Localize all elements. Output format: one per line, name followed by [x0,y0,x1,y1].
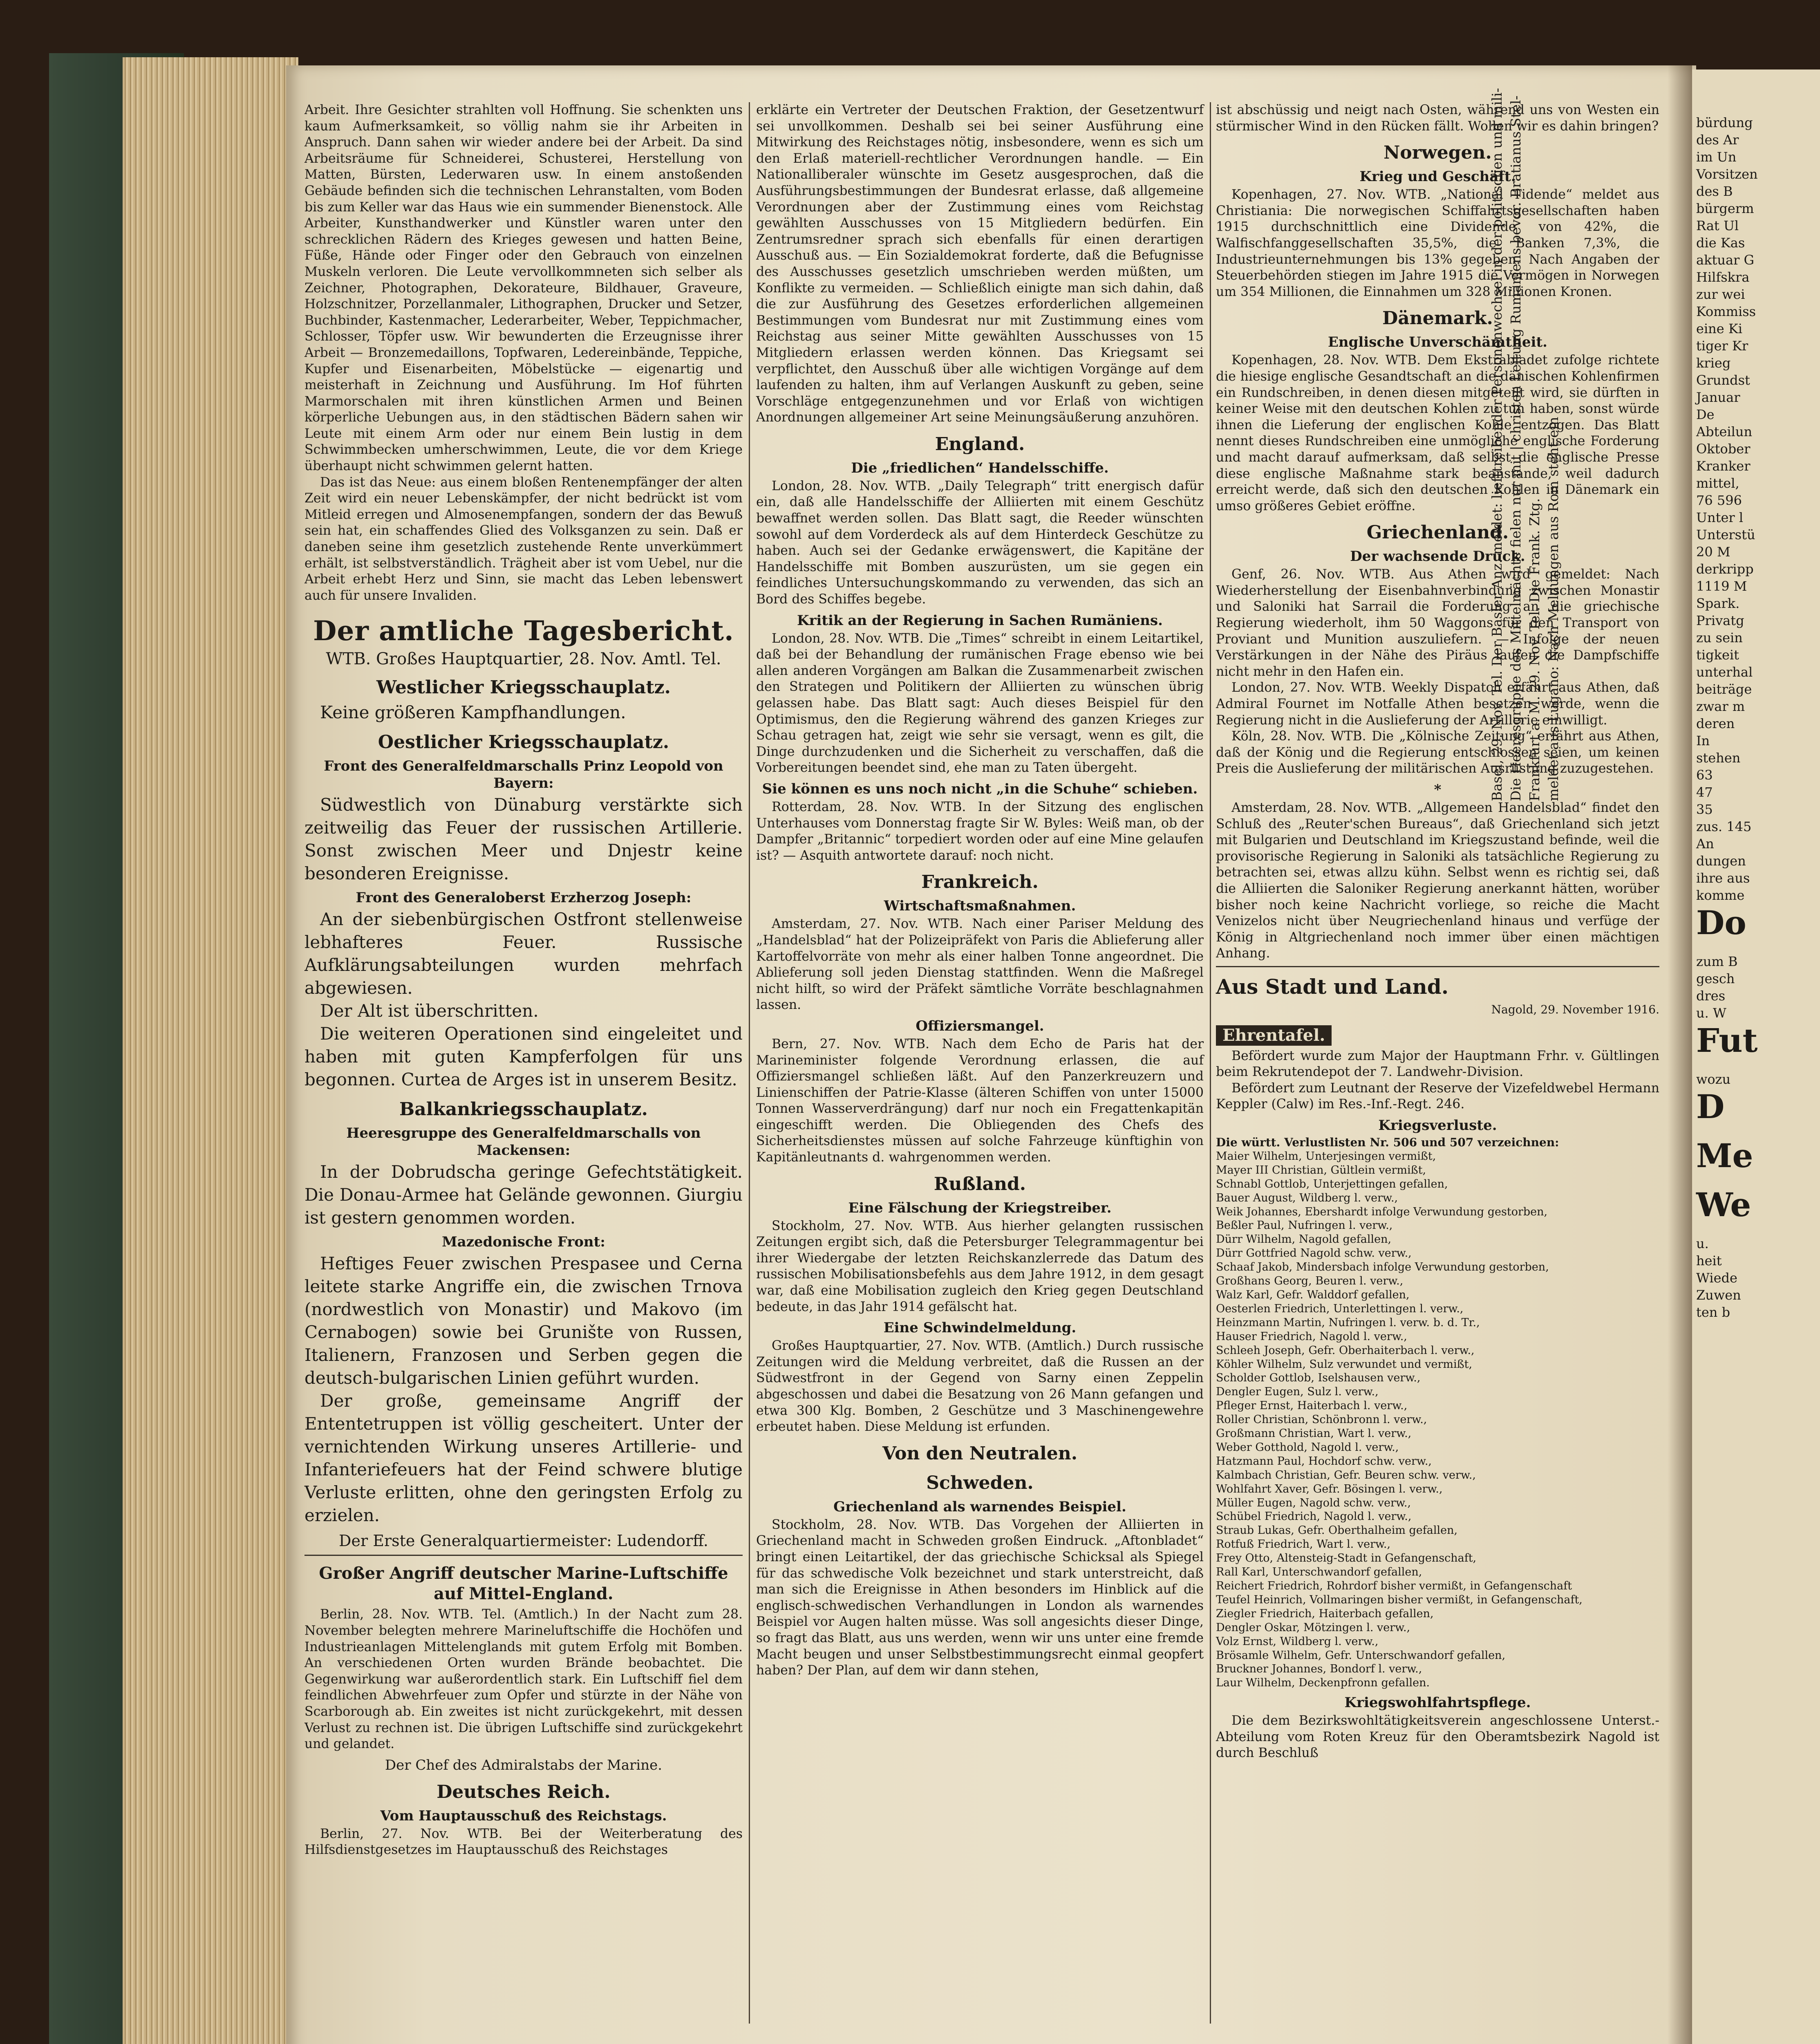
facing-page-line: ten b [1696,1304,1730,1320]
paragraph: Berlin, 27. Nov. WTB. Bei der Weiterberatung des Hilfsdienstgesetzes im Hauptausschuß des Reichstages [304,1826,743,1858]
facing-page-line: Oktober [1696,441,1751,457]
list-item: Teufel Heinrich, Vollmaringen bisher vermißt, in Gefangenschaft, [1216,1593,1583,1606]
list-item: Frey Otto, Altensteig-Stadt in Gefangenschaft, [1216,1552,1477,1565]
section-heading: Westlicher Kriegsschauplatz. [376,677,671,698]
list-item: Müller Eugen, Nagold schw. verw., [1216,1496,1411,1509]
subheading: Krieg und Geschäft. [1359,168,1516,185]
facing-page-line: Fut [1696,1021,1758,1060]
report-text: Die weiteren Operationen sind eingeleitet und haben mit guten Kampferfolgen für uns begonnen. Curtea de Arges ist in unserem Besitz. [304,1024,743,1090]
facing-page-line: ihre aus [1696,870,1750,886]
list-item: Dürr Gottfried Nagold schw. verw., [1216,1247,1412,1260]
facing-page-line: Wiede [1696,1270,1737,1286]
report-text: Südwestlich von Dünaburg verstärkte sich zeitweilig das Feuer der russischen Artillerie. Sonst zwischen Meer und Dnjestr keine besonderen Ereignisse. [304,795,743,884]
subheading: Sie können es uns noch nicht „in die Schuhe“ schieben. [762,780,1198,797]
facing-page-line: Kranker [1696,458,1751,474]
subheading: Griechenland als warnendes Beispiel. [833,1498,1126,1515]
report-text: Der Alt ist überschritten. [320,1001,539,1021]
facing-page-line: tiger Kr [1696,338,1748,354]
paragraph: Köln, 28. Nov. WTB. Die „Kölnische Zeitung“ erfährt aus Athen, daß der König und die Regierung entschlossen seien, um keinen Preis die Auslieferung der militärischen Ausrüstung zuzugestehen. [1216,729,1659,776]
list-item: Maier Wilhelm, Unterjesingen vermißt, [1216,1150,1436,1163]
paragraph: Rotterdam, 28. Nov. WTB. In der Sitzung des englischen Unterhauses vom Donnerstag fragte Sir W. Byles: Weiß man, ob der Dampfer „Britannic“ torpediert worden oder auf eine Mine gelaufen ist? — Asquith antwortete darauf: noch nicht. [756,799,1204,863]
signature: Der Chef des Admiralstabs der Marine. [385,1757,663,1773]
facing-page-line: zwar m [1696,699,1745,714]
country-heading: Rußland. [934,1173,1026,1195]
facing-page-line: krieg [1696,355,1731,371]
paragraph: Stockholm, 27. Nov. WTB. Aus hierher gelangten russischen Zeitungen ergibt sich, daß die Petersburger Telegrammagentur bei ihrer Wiedergabe der letzten Reichskanzlerrede das Datum des russischen Mobilisationsbefehls aus dem Jahre 1912, in dem gesagt war, daß eine Mobilisation zugleich den Krieg gegen Deutschland bedeute, in das Jahr 1914 gefälscht hat. [756,1218,1204,1314]
facing-page-line: gesch [1696,971,1735,986]
tagesbericht-title: Der amtliche Tagesbericht. [313,615,734,647]
list-item: Rotfuß Friedrich, Wart l. verw., [1216,1538,1391,1551]
list-item: Weik Johannes, Ebershardt infolge Verwundung gestorben, [1216,1205,1548,1218]
paragraph: Kopenhagen, 28. Nov. WTB. Dem Ekstrabladet zufolge richtete die hiesige englische Gesandtschaft an die dänischen Kohlenfirmen ein Rundschreiben, in denen diesen mitgeteilt wird, sie dürften in keiner Weise mit den deutschen Kohlen zu tun haben, sonst würde ihnen die Lieferung der englischen Kohle entzogen. Das Blatt nennt dieses Rundschreiben eine unmögliche englische Forderung und macht darauf aufmerksam, daß selbst die englische Presse diese englische Maßnahme stark beanstande, weil dadurch erreicht werde, daß sich den deutschen Kohlen in Dänemark ein umso größeres Gebiet eröffne. [1216,353,1659,513]
facing-page-line: 63 [1696,767,1713,783]
facing-page-line: u. W [1696,1005,1726,1021]
list-item: Oesterlen Friedrich, Unterlettingen l. verw., [1216,1302,1464,1315]
list-item: Pfleger Ernst, Haiterbach l. verw., [1216,1399,1408,1412]
list-item: Bauer August, Wildberg l. verw., [1216,1191,1398,1204]
ehrentafel-heading: Ehrentafel. [1216,1025,1332,1046]
facing-page-line: D [1696,1087,1725,1126]
list-item: Brösamle Wilhelm, Gefr. Unterschwandorf gefallen, [1216,1649,1506,1662]
list-item: Ziegler Friedrich, Haiterbach gefallen, [1216,1607,1434,1620]
facing-page-line: Spark. [1696,596,1740,611]
paragraph: Bern, 27. Nov. WTB. Nach dem Echo de Paris hat der Marineminister folgende Verordnung erlassen, die auf Offiziersmangel schließen läßt. Auf den Panzerkreuzern und Linienschiffen der Patrie-Klasse (älteren Schiffen von unter 15000 Tonnen Wasserverdrängung) darf nur noch ein Fregattenkapitän eingeschifft werden. Die Obliegenden des Chefs des Sicherheitsdienstes müssen auf solche Fahrzeuge künftighin von Kapitänleutnants d. wahrgenommen werden. [756,1036,1204,1165]
facing-page-line: Rat Ul [1696,218,1739,233]
facing-page-line: Vorsitzen [1696,166,1758,182]
list-item: Dengler Eugen, Sulz l. verw., [1216,1385,1379,1399]
report-text: Der große, gemeinsame Angriff der Ententetruppen ist völlig gescheitert. Unter der vernichtenden Wirkung unseres Artillerie- und Infanteriefeuers hat der Feind schwere blutige Verluste erlitten, ohne den geringsten Erfolg zu erzielen. [304,1391,743,1526]
column-1 [304,102,743,1858]
subheading: Eine Schwindelmeldung. [883,1320,1077,1336]
list-item: Schnabl Gottlob, Unterjettingen gefallen, [1216,1177,1448,1190]
list-item: Dürr Wilhelm, Nagold gefallen, [1216,1233,1392,1246]
paragraph: Die dem Bezirkswohltätigkeitsverein angeschlossene Unterst.-Abteilung vom Roten Kreuz für den Oberamtsbezirk Nagold ist durch Beschluß [1216,1713,1659,1761]
subheading: Eine Fälschung der Kriegstreiber. [848,1199,1112,1216]
country-heading: Dänemark. [1382,308,1493,329]
list-item: Scholder Gottlob, Iselshausen verw., [1216,1372,1421,1385]
list-item: Walz Karl, Gefr. Walddorf gefallen, [1216,1288,1410,1301]
page-edges [123,57,298,2044]
list-item: Großmann Christian, Wart l. verw., [1216,1427,1412,1440]
section-heading: Balkankriegsschauplatz. [399,1099,648,1120]
facing-page-line: Unterstü [1696,527,1755,542]
list-item: Hatzmann Paul, Hochdorf schw. verw., [1216,1455,1432,1468]
losses-intro: Die württ. Verlustlisten Nr. 506 und 507 verzeichnen: [1216,1135,1559,1149]
paragraph: Genf, 26. Nov. WTB. Aus Athen wird gemeldet: Nach Wiederherstellung der Eisenbahnverbindung zwischen Monastir und Saloniki hat Sarrail die Forderung an die griechische Regierung wiederholt, ihm 50 Waggons für den Transport von Proviant und Munition auszuliefern. — Infolge der neuen Verstärkungen in der Nähe des Piräus laufen die Dampfschiffe nicht mehr in den Hafen ein. [1216,567,1659,679]
facing-page-line: Kommiss [1696,304,1756,319]
signature: Der Erste Generalquartiermeister: Ludendorff. [339,1532,708,1550]
paragraph: Berlin, 28. Nov. WTB. Tel. (Amtlich.) In der Nacht zum 28. November belegten mehrere Marineluftschiffe die Hochöfen und Industrieanlagen Mittelenglands mit gutem Erfolg mit Bomben. An verschiedenen Orten wurden Brände beobachtet. Die Gegenwirkung war außerordentlich stark. Ein Luftschiff fiel dem feindlichen Abwehrfeuer zum Opfer und stürzte in der Nähe von Scarborough ab. Ein zweites ist nicht zurückgekehrt, mit dessen Verlust zu rechnen ist. Die übrigen Luftschiffe sind zurückgekehrt und gelandet. [304,1607,743,1752]
section-heading: Oestlicher Kriegsschauplatz. [378,732,669,753]
marine-heading: Großer Angriff deutscher Marine-Luftschiffe auf Mittel-England. [319,1564,728,1604]
facing-page-line: beiträge [1696,681,1752,697]
front-heading: Heeresgruppe des Generalfeldmarschalls von Mackensen: [346,1125,701,1159]
section-heading: Deutsches Reich. [437,1781,611,1802]
list-item: Dengler Oskar, Mötzingen l. verw., [1216,1621,1410,1634]
list-item: Roller Christian, Schönbronn l. verw., [1216,1413,1427,1426]
subheading: Kritik an der Regierung in Sachen Rumäniens. [797,612,1163,629]
country-heading: Frankreich. [921,872,1039,893]
facing-page-line: dres [1696,988,1726,1004]
country-heading: Norwegen. [1383,142,1492,164]
facing-page-line: heit [1696,1253,1722,1269]
facing-page-line: Grundst [1696,372,1750,388]
subheading: Englische Unverschämtheit. [1328,334,1548,351]
front-heading: Front des Generaloberst Erzherzog Joseph: [356,890,692,906]
tagesbericht-dateline: WTB. Großes Hauptquartier, 28. Nov. Amtl. Tel. [326,650,721,669]
report-text: Heftiges Feuer zwischen Prespasee und Cerna leitete starke Angriffe ein, die zwischen Trnova (nordwestlich von Monastir) und Makovo (im Cernabogen) sowie bei Grunište von Russen, Italienern, Franzosen und Serben gegen die deutsch-bulgarischen Linien geführt wurden. [304,1253,743,1388]
facing-page-line: De [1696,407,1715,422]
country-heading: England. [935,433,1025,455]
paragraph: London, 28. Nov. WTB. Die „Times“ schreibt in einem Leitartikel, daß bei der Behandlung der rumänischen Frage ebenso wie bei allen anderen Vorgängen am Balkan die Zusammenarbeit zwischen den Strategen und Politikern der Alliierten zu wünschen übrig gelassen habe. Das Blatt sagt: Auch dieses Beispiel für den Optimismus, den die Regierung während des ganzen Krieges zur Schau getragen hat, zeigt wie sehr sie versagt, wenn es gilt, die Dinge durchzudenken und die Sicherheit zu verschaffen, daß die Vorbereitungen beendet sind, ehe man zu Taten übergeht. [756,631,1204,775]
facing-page-line: zus. 145 [1696,819,1752,834]
list-item: Hauser Friedrich, Nagold l. verw., [1216,1330,1407,1343]
facing-page-line: deren [1696,716,1735,731]
facing-page-fragment [1692,69,1820,2044]
divider [304,1555,743,1556]
facing-page-line: zum B [1696,954,1738,969]
facing-page-line: mittel, [1696,475,1739,491]
facing-page-line: dungen [1696,853,1746,869]
subheading: Wirtschaftsmaßnahmen. [884,898,1076,914]
subheading: Die „friedlichen“ Handelsschiffe. [851,459,1109,476]
paragraph: Großes Hauptquartier, 27. Nov. WTB. (Amtlich.) Durch russische Zeitungen wird die Meldung verbreitet, daß die Russen an der Südwestfront in der Gegend von Sarny einen Zeppelin abgeschossen und dabei die Besatzung von 26 Mann gefangen und etwa 300 Klg. Bomben, 2 Geschütze und 3 Maschinengewehre erbeutet haben. Diese Meldung ist erfunden. [756,1338,1204,1434]
list-item: Mayer III Christian, Gültlein vermißt, [1216,1163,1426,1177]
book-gutter [1668,65,1692,2044]
paragraph: Stockholm, 28. Nov. WTB. Das Vorgehen der Alliierten in Griechenland macht in Schweden großen Eindruck. „Aftonbladet“ bringt einen Leitartikel, der das griechische Schicksal als Spiegel für das schwedische Volk bezeichnet und stark unterstreicht, daß man sich die Ereignisse in Athen besonders im Hinblick auf die englisch-schwedischen Verhandlungen in London als warnendes Beispiel vor Augen halten müsse. Was soll angesichts dieser Dinge, so fragt das Blatt, aus uns werden, wenn wir uns unter eine fremde Macht beugen und unser Selbstbestimmungsrecht einmal geopfert haben? Der Plan, auf dem wir dann stehen, [756,1517,1204,1678]
list-item: Schübel Friedrich, Nagold l. verw., [1216,1510,1412,1523]
facing-page-line: In [1696,733,1710,749]
list-item: Volz Ernst, Wildberg l. verw., [1216,1635,1379,1648]
facing-page-line: 1119 M [1696,578,1747,594]
facing-page-line: zur wei [1696,287,1745,302]
paragraph: Amsterdam, 27. Nov. WTB. Nach einer Pariser Meldung des „Handelsblad“ hat der Polizeipräfekt von Paris die Ablieferung aller Kartoffelvorräte von mehr als einer halben Tonne angeordnet. Die Ablieferung soll jeden Dienstag stattfinden. Wenn die Maßregel nicht hilft, so wird der Präfekt sämtliche Vorräte beschlagnahmen lassen. [756,917,1204,1013]
facing-page-line: derkripp [1696,561,1754,577]
facing-page-line: 47 [1696,784,1713,800]
list-item: Weber Gotthold, Nagold l. verw., [1216,1441,1399,1454]
stop-press-column [1488,0,1668,801]
article-continuation: Arbeit. Ihre Gesichter strahlten voll Hoffnung. Sie schenkten uns kaum Aufmerksamkeit, so völlig nahm sie ihr Arbeiten in Anspruch. Dann sahen wir wieder andere bei der Arbeit. Da sind Arbeitsräume für Schneiderei, Schusterei, Herstellung von Matten, Bürsten, Lederwaren usw. In einem anstoßenden Gebäude befinden sich die technischen Lehranstalten, vom Boden bis zum Keller war das Haus wie ein summender Bienenstock. Alle Arbeiter, Kunsthandwerker und Künstler waren unter den schrecklichen Rädern des Krieges gewesen und hatten Beine, Füße, Hände oder Finger oder den Gebrauch von einzelnen Muskeln verloren. Die Leute vervollkommneten sich selber als Zeichner, Photographen, Dekorateure, Bildhauer, Graveure, Holzschnitzer, Porzellanmaler, Lithographen, Drucker und Setzer, Buchbinder, Kastenmacher, Lederarbeiter, Weber, Teppichmacher, Schlosser, Töpfer usw. Wir bewunderten die Erzeugnisse ihrer Arbeit — Bronzemedaillons, Topfwaren, Ledereinbände, Teppiche, Kupfer und Eisenarbeiten, Möbelstücke — eigenartig und meisterhaft in Zeichnung und Ausführung. Im Hof führten Marmorschalen mit ihren künstlichen Armen und Beinen körperliche Uebungen aus, in den städtischen Bädern sahen wir Leute mit einem Arm oder nur einem Bein lustig in dem Schwimmbecken umherschwimmen, Leute, die vor dem Kriege überhaupt nicht schwimmen gelernt hatten. [304,103,743,474]
facing-page-line: Do [1696,903,1746,942]
facing-page-line: komme [1696,888,1745,903]
list-item: Rall Karl, Unterschwandorf gefallen, [1216,1566,1422,1579]
list-item: Reichert Friedrich, Rohrdorf bisher vermißt, in Gefangenschaft [1216,1580,1572,1592]
facing-page-line: We [1696,1186,1751,1224]
stop-press-line: Frankfurt a. M. 29. Nov. Tel. Die Frank. Ztg. [1527,498,1542,801]
article-continuation: erklärte ein Vertreter der Deutschen Fraktion, der Gesetzentwurf sei unvollkommen. Deshalb sei bei seiner Ausführung eine Mitwirkung des Reichstages nötig, insbesondere, wenn es sich um den Erlaß materiell-rechtlicher Verordnungen handle. — Ein Nationalliberaler wünschte im Gesetz ausgesprochen, daß die Ausführungsbestimmungen der Bundesrat erlasse, daß allgemeine Verordnungen aber der Zustimmung eines vom Reichstag gewählten Ausschusses von 15 Mitgliedern bedürfen. Ein Zentrumsredner sprach sich ebenfalls für einen derartigen Ausschuß aus. — Ein Sozialdemokrat forderte, daß die Befugnisse des Ausschusses gesetzlich umschrieben werden müßten, um Konflikte zu vermeiden. — Schließlich einigte man sich dahin, daß die zur Ausführung des Gesetzes erforderlichen allgemeinen Bestimmungen vom Bundesrat nur mit Zustimmung eines vom Reichstag aus seiner Mitte gewählten Ausschusses von 15 Mitgliedern erlassen werden können. Das Kriegsamt sei verpflichtet, den Ausschuß über alle wichtigen Vorgänge auf dem laufenden zu halten, ihm auf Verlangen Auskunft zu geben, seine Vorschläge entgegenzunehmen und vor Erlaß von wichtigen Anordnungen allgemeiner Art seine Meinungsäußerung anzuhören. [756,103,1204,425]
list-item: Kalmbach Christian, Gefr. Beuren schw. verw., [1216,1468,1476,1481]
list-item: Schaaf Jakob, Mindersbach infolge Verwundung gestorben, [1216,1261,1549,1274]
column-2 [756,102,1204,1679]
front-heading: Mazedonische Front: [442,1234,605,1251]
facing-page-line: Januar [1696,390,1740,405]
country-heading: Schweden. [926,1472,1034,1493]
local-dateline: Nagold, 29. November 1916. [1491,1002,1659,1016]
country-heading: Griechenland. [1366,522,1509,543]
stop-press-line: meldet aus Lugano: Nach Meldungen aus Rom steht ein [1545,417,1561,801]
report-text: An der siebenbürgischen Ostfront stellenweise lebhafteres Feuer. Russische Aufklärungsabteilungen wurden mehrfach abgewiesen. [304,909,743,998]
facing-page-line: wozu [1696,1071,1731,1087]
separator-star: * [1434,782,1442,798]
section-heading: Von den Neutralen. [882,1443,1078,1464]
facing-page-line: im Un [1696,149,1737,165]
list-item: Köhler Wilhelm, Sulz verwundet und vermißt, [1216,1358,1473,1371]
facing-page-line: tigkeit [1696,647,1739,663]
subheading: Vom Hauptausschuß des Reichstags. [380,1807,667,1824]
facing-page-line: 35 [1696,802,1713,817]
facing-page-line: stehen [1696,750,1741,766]
facing-page-line: zu sein [1696,630,1743,645]
facing-page-line: An [1696,836,1714,852]
facing-page-line: aktuar G [1696,252,1755,268]
facing-page-line: die Kas [1696,235,1745,251]
list-item: Schleeh Joseph, Gefr. Oberhaiterbach l. verw., [1216,1344,1475,1357]
paragraph: London, 28. Nov. WTB. „Daily Telegraph“ tritt energisch dafür ein, daß alle Handelsschiffe der Alliierten mit einem Geschütz bewaffnet werden sollen. Das Blatt sagt, die Reeder wünschten sowohl auf dem Vorderdeck als auf dem Hinterdeck Geschütze zu haben. Auch sei der Gedanke erwägenswert, die Kapitäne der Handelsschiffe mit Bomben auszurüsten, um sie gegen ein feindliches Untersuchungskommando zu verwenden, das sich an Bord des Schiffes begebe. [756,478,1204,607]
facing-page-line: bürgerm [1696,201,1754,216]
subheading: Kriegswohlfahrtspflege. [1344,1694,1531,1711]
column-rule-2 [1210,102,1211,2024]
facing-page-line: Privatg [1696,613,1744,628]
list-item: Laur Wilhelm, Deckenpfronn gefallen. [1216,1676,1430,1690]
paragraph: Kopenhagen, 27. Nov. WTB. „National Tidende“ meldet aus Christiania: Die norwegischen Schiffahrtsgesellschaften haben 1915 durchschnittlich eine Dividende von 42%, die Walfischfanggesellschaften 35,5%, die Banken 7,3%, die Industrieunternehmungen bis 13% gegeben. Nach Angaben der Steuerbehörden stiegen im Jahre 1915 die Vermögen in Norwegen um 354 Millionen, die Einnahmen um 328 Millionen Kronen. [1216,187,1659,299]
list-item: Großhans Georg, Beuren l. verw., [1216,1275,1404,1288]
facing-page-line: Hilfskra [1696,269,1750,285]
subheading: Kriegsverluste. [1378,1117,1497,1134]
list-item: Wohlfahrt Xaver, Gefr. Bösingen l. verw., [1216,1482,1443,1495]
stop-press-line: Basel, 29. Nov. Tel. Der Basler Anz. meldet: liefttreibender Personenwechsel in der politischen und mili- [1489,88,1505,801]
facing-page-line: Me [1696,1136,1753,1175]
facing-page-line: Abteilun [1696,424,1753,439]
list-item: Bruckner Johannes, Bondorf l. verw., [1216,1663,1422,1676]
report-text: In der Dobrudscha geringe Gefechtstätigkeit. Die Donau-Armee hat Gelände gewonnen. Giurgiu ist gestern genommen worden. [304,1162,743,1228]
column-rule-1 [749,102,750,2024]
paragraph: Amsterdam, 28. Nov. WTB. „Allgemeen Handelsblad“ findet den Schluß des „Reuter'schen Bureaus“, daß Griechenland sich jetzt mit Bulgarien und Deutschland im Kriegszustand befinde, weil die provisorische Regierung in Saloniki als tatsächliche Regierung zu betrachten sei, etwas allzu kühn. Selbst wenn es richtig sei, daß die Alliierten die Saloniker Regierung anerkannt hätten, worüber bisher noch keine Nachricht vorliege, so reiche die Macht Venizelos nicht über Neugriechenland hinaus und verfüge der König in Altgriechenland noch immer über einen mächtigen Anhang. [1216,800,1659,961]
article-continuation: ist abschüssig und neigt nach Osten, während uns von Westen ein stürmischer Wind in den Rücken fällt. Wollen wir es dahin bringen? [1216,103,1659,134]
subheading: Der wachsende Druck. [1350,548,1525,565]
facing-page-line: bürdung [1696,115,1753,130]
stop-press-line: Die Heeresgruppe des Mittelmächte fielen nur mit | christen Leitung Rumäniens bevor. Bratianus Stel- [1508,95,1524,801]
facing-page-line: Zuwen [1696,1287,1741,1303]
facing-page-line: des Ar [1696,132,1739,148]
facing-page-line: des B [1696,184,1733,199]
paragraph: London, 27. Nov. WTB. Weekly Dispatch erfährt aus Athen, daß Admiral Fournet im Notfalle Athen besetzen werde, wenn die Regierung nicht in die Auslieferung der Artillerie einwilligt. [1216,680,1659,728]
facing-page-line: u. [1696,1236,1709,1251]
facing-page-line: 20 M [1696,544,1730,560]
list-item: Straub Lukas, Gefr. Oberthalheim gefallen, [1216,1524,1458,1537]
list-item: Heinzmann Martin, Nufringen l. verw. b. d. Tr., [1216,1316,1480,1329]
paragraph: Befördert zum Leutnant der Reserve der Vizefeldwebel Hermann Keppler (Calw) im Res.-Inf.-Regt. 246. [1216,1080,1659,1112]
facing-page-line: 76 596 [1696,493,1742,508]
paragraph: Das ist das Neue: aus einem bloßen Rentenempfänger der alten Zeit wird ein neuer Lebenskämpfer, der nicht bedrückt ist vom Mitleid erregen und Almosenempfangen, sondern der das Bewuß sein hat, ein schaffendes Glied des Volksganzen zu sein. Daß er daneben seine ihm gesetzlich zustehende Rente unverkümmert erhält, ist selbstverständlich. Trägheit aber ist vom Uebel, nur die Arbeit erhebt Herz und Sinn, sie macht das Leben lebenswert auch für unsere Invaliden. [304,475,743,603]
subheading: Offiziersmangel. [916,1018,1044,1034]
local-section-heading: Aus Stadt und Land. [1216,974,1449,999]
report-text: Keine größeren Kampfhandlungen. [320,702,626,723]
front-heading: Front des Generalfeldmarschalls Prinz Leopold von Bayern: [324,758,723,792]
facing-page-line: Unter l [1696,510,1744,525]
paragraph: Befördert wurde zum Major der Hauptmann Frhr. v. Gültlingen beim Rekrutendepot der 7. Landwehr-Division. [1216,1048,1659,1080]
losses-list [1216,1150,1659,1690]
list-item: Beßler Paul, Nufringen l. verw., [1216,1219,1393,1232]
facing-page-line: unterhal [1696,664,1753,680]
divider [1216,966,1659,967]
facing-page-line: eine Ki [1696,321,1743,336]
